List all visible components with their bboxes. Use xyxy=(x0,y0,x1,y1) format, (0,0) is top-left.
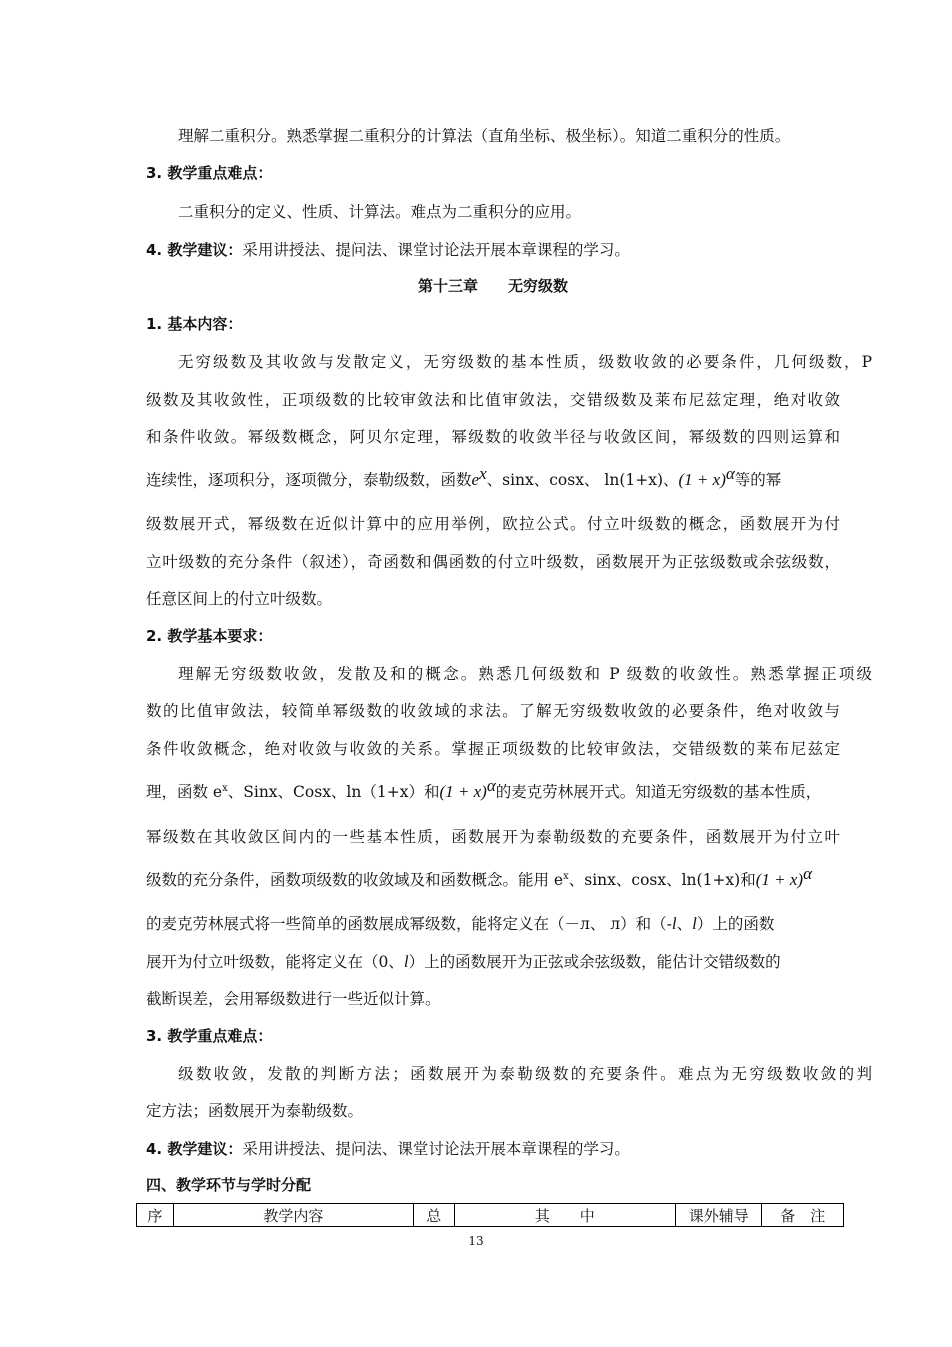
paragraph-line xyxy=(146,863,840,890)
paragraph-line: 理解无穷级数收敛，发散及和的概念。熟悉几何级数和 P 级数的收敛性。熟悉掌握正项级 xyxy=(178,665,872,683)
math-e: e xyxy=(471,470,480,489)
heading-key-points: 3. 教学重点难点： xyxy=(146,164,273,182)
text: 连续性，逐项积分，逐项微分，泰勒级数，函数 xyxy=(146,471,472,489)
heading-key-points: 3. 教学重点难点： xyxy=(146,1027,273,1045)
math-l: l xyxy=(692,914,697,933)
heading-suggestion: 4. 教学建议： xyxy=(146,241,243,259)
suggestion-line xyxy=(146,238,840,260)
heading-suggestion: 4. 教学建议： xyxy=(146,1140,243,1158)
table-header-cell: 备 注 xyxy=(762,1204,844,1227)
table-header-cell: 教学内容 xyxy=(173,1204,413,1227)
page-number: 13 xyxy=(468,1234,484,1248)
suggestion-text: 采用讲授法、提问法、课堂讨论法开展本章课程的学习。 xyxy=(242,241,630,259)
math-expression: (1 + x) xyxy=(439,782,487,801)
text: 、sinx、cosx、ln(1+x)和 xyxy=(568,871,756,889)
paragraph-line: 二重积分的定义、性质、计算法。难点为二重积分的应用。 xyxy=(178,203,582,221)
heading-basic-requirements: 2. 教学基本要求： xyxy=(146,627,273,645)
paragraph-line: 截断误差，会用幂级数进行一些近似计算。 xyxy=(146,990,441,1008)
text: 、 xyxy=(676,915,693,933)
table-header-cell: 总 xyxy=(413,1204,454,1227)
suggestion-text: 采用讲授法、提问法、课堂讨论法开展本章课程的学习。 xyxy=(242,1140,630,1158)
math-l: l xyxy=(671,914,677,933)
heading-basic-content: 1. 基本内容： xyxy=(146,315,243,333)
text: 理，函数 e xyxy=(146,783,223,801)
math-sup: α xyxy=(803,863,813,883)
paragraph-line xyxy=(146,463,840,490)
paragraph-line: 定方法；函数展开为泰勒级数。 xyxy=(146,1102,364,1120)
text: 级数的充分条件，函数项级数的收敛域及和函数概念。能用 e xyxy=(146,871,564,889)
math-sup: x xyxy=(222,782,228,794)
paragraph-line xyxy=(146,775,840,802)
math-expression: (1 + x) xyxy=(678,470,726,489)
math-sup: x xyxy=(563,870,569,882)
paragraph-line: 幂级数在其收敛区间内的一些基本性质，函数展开为泰勒级数的充要条件，函数展开为付立叶 xyxy=(146,828,840,846)
paragraph-line: 立叶级数的充分条件（叙述），奇函数和偶函数的付立叶级数，函数展开为正弦级数或余弦级数， xyxy=(146,553,840,571)
text: 等的幂 xyxy=(734,471,782,489)
math-sup: α xyxy=(486,775,496,795)
paragraph-line: 条件收敛概念，绝对收敛与收敛的关系。掌握正项级数的比较审敛法，交错级数的莱布尼兹定 xyxy=(146,740,840,758)
paragraph-line: 级数及其收敛性，正项级数的比较审敛法和比值审敛法，交错级数及莱布尼兹定理，绝对收敛 xyxy=(146,391,840,409)
table-header-cell: 课外辅导 xyxy=(676,1204,762,1227)
allocation-table xyxy=(136,1203,844,1227)
math-l: l xyxy=(403,952,409,971)
table-header-cell: 其 中 xyxy=(454,1204,675,1227)
table-header-cell: 序 xyxy=(137,1204,174,1227)
text: ）上的函数展开为正弦或余弦级数，能估计交错级数的 xyxy=(408,953,781,971)
paragraph-line: 任意区间上的付立叶级数。 xyxy=(146,590,333,608)
paragraph-line xyxy=(146,950,840,972)
text: 、Sinx、Cosx、ln（1+x）和 xyxy=(227,783,440,801)
math-sup: α xyxy=(725,463,735,483)
suggestion-line xyxy=(146,1137,840,1159)
paragraph-line: 级数收敛，发散的判断方法；函数展开为泰勒级数的充要条件。难点为无穷级数收敛的判 xyxy=(178,1065,872,1083)
text: 的麦克劳林展开式。知道无穷级数的基本性质， xyxy=(495,783,822,801)
paragraph-line: 和条件收敛。幂级数概念，阿贝尔定理，幂级数的收敛半径与收敛区间，幂级数的四则运算和 xyxy=(146,428,840,446)
math-expression: (1 + x) xyxy=(755,870,804,889)
text: ）上的函数 xyxy=(696,915,775,933)
paragraph-line: 数的比值审敛法，较简单幂级数的收敛域的求法。了解无穷级数收敛的必要条件，绝对收敛与 xyxy=(146,702,840,720)
paragraph-line xyxy=(146,912,840,934)
paragraph-line: 级数展开式，幂级数在近似计算中的应用举例，欧拉公式。付立叶级数的概念，函数展开为付 xyxy=(146,515,840,533)
section-heading: 四、教学环节与学时分配 xyxy=(146,1176,312,1194)
text: 展开为付立叶级数，能将定义在（0、 xyxy=(146,953,404,971)
paragraph-line: 无穷级数及其收敛与发散定义，无穷级数的基本性质，级数收敛的必要条件，几何级数，P xyxy=(178,353,872,371)
chapter-title: 第十三章 无穷级数 xyxy=(417,277,568,295)
paragraph-line: 理解二重积分。熟悉掌握二重积分的计算法（直角坐标、极坐标）。知道二重积分的性质。 xyxy=(178,127,791,145)
text: 、sinx、cosx、 ln(1+x)、 xyxy=(486,471,679,489)
text: 的麦克劳林展式将一些简单的函数展成幂级数，能将定义在（－л、 л）和（- xyxy=(146,915,672,933)
table-header-row xyxy=(137,1204,844,1227)
math-sup: x xyxy=(479,463,487,483)
